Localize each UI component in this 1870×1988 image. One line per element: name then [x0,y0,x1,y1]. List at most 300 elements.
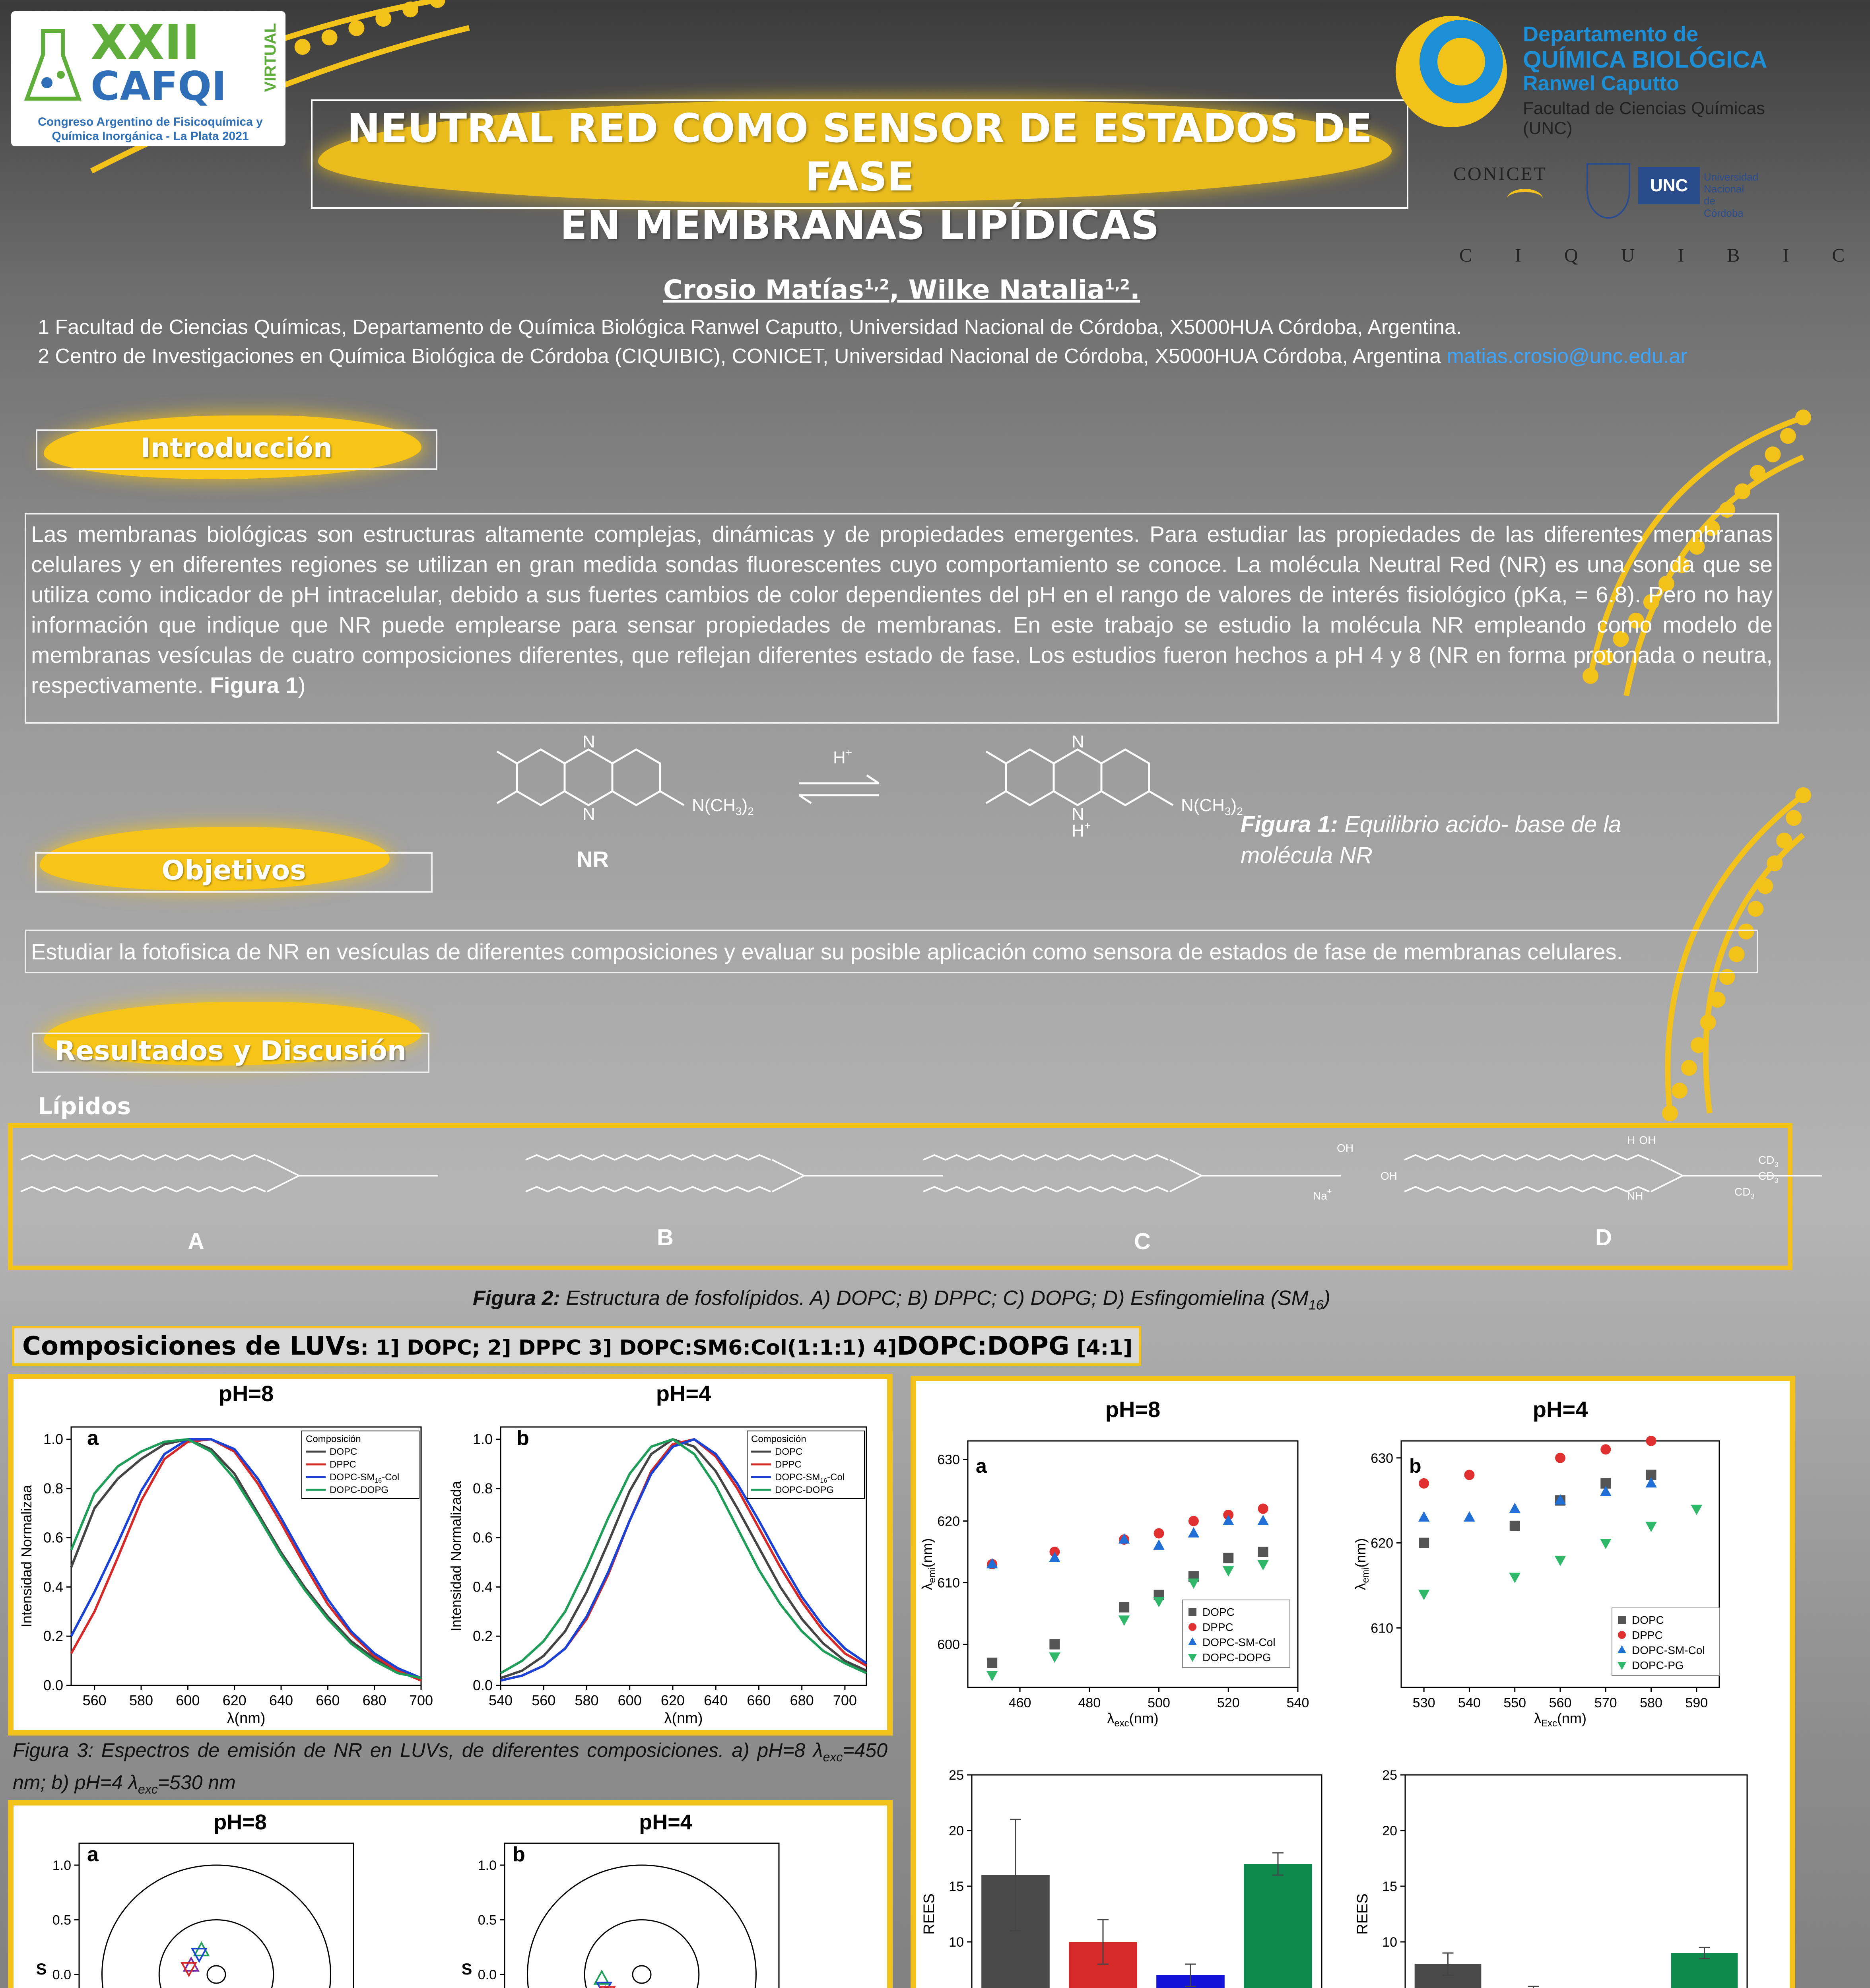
data-point [1418,1511,1430,1522]
data-point [1464,1470,1474,1480]
membrane-bead [1786,810,1802,826]
legend-item: DOPC [1632,1614,1664,1626]
fig5b-chart [1350,1381,1790,1763]
fig1-nch3-rr: ) [1231,796,1237,815]
x-tick-label: 620 [222,1692,247,1708]
fig2-na-sup: + [1327,1187,1332,1196]
data-point [1618,1616,1626,1624]
y-tick-label: 630 [1371,1450,1393,1466]
composiciones-list: : 1] DOPC; 2] DPPC 3] DOPC:SM6:Col(1:1:1) 4] [360,1336,897,1360]
data-point [1646,1436,1656,1446]
fig2-na: Na [1313,1190,1327,1202]
fig1-nch3-r: N(CH [1181,796,1225,815]
fig3b-chart [443,1379,887,1730]
y-tick-label: 0.4 [43,1578,63,1595]
lipid-headgroup [267,1160,438,1192]
fig2-cd3-2: CD [1758,1170,1775,1182]
x-tick-label: 680 [362,1692,386,1708]
fig5a-chart [916,1381,1350,1763]
conicet-sun-icon [1507,189,1543,209]
panel-label: b [1409,1455,1421,1477]
data-point [1188,1608,1196,1616]
data-point [1555,1453,1565,1463]
x-tick-label: 530 [1412,1695,1435,1710]
membrane-bead [348,20,364,36]
data-point [1464,1511,1475,1522]
legend-item: DPPC [775,1459,802,1470]
y-tick-label: 0.0 [52,1967,71,1982]
lipid-headgroup [772,1160,943,1192]
y-tick-label: 620 [1371,1536,1393,1551]
data-point [1188,1516,1199,1526]
unc-name: UNC [1638,167,1700,204]
x-tick-label: 620 [660,1692,685,1708]
y-tick-label: 25 [949,1768,964,1783]
y-tick-label: 0.6 [472,1529,493,1546]
legend-item: DPPC [330,1459,356,1470]
svg-text:N(CH3)2 [692,796,754,817]
panel-label: a [87,1427,99,1450]
author-1: Crosio Matías [663,274,864,305]
y-tick-label: 0.4 [472,1578,493,1595]
intro-title: Introducción [140,433,333,464]
data-point [1509,1503,1520,1513]
figure-2-caption [0,1286,1803,1313]
x-tick-label: 540 [1286,1695,1309,1710]
dept-line-3: Ranwel Caputto [1523,72,1679,95]
lipid-chain [526,1155,771,1160]
y-tick-label: 0.2 [43,1628,63,1644]
phasor-circle [633,1966,651,1983]
data-point [1153,1540,1165,1550]
y-axis-label: REES [921,1893,938,1935]
lipid-chain [923,1187,1168,1192]
data-point [1419,1478,1429,1489]
flask-icon [23,27,83,107]
data-point [1188,1527,1200,1538]
membrane-bead [1672,1083,1687,1099]
fig2-cd3-1-sub: 3 [1774,1161,1779,1169]
fig4a-chart [14,1806,439,1988]
data-point [1691,1505,1703,1515]
x-tick-label: 540 [488,1692,513,1708]
author-email-link[interactable]: matias.crosio@unc.edu.ar [1447,345,1687,368]
x-tick-label: 590 [1685,1695,1708,1710]
fig2-cd3-1: CD [1758,1154,1775,1166]
fig1-n-bottom-right: N [1072,804,1084,824]
legend-item: DOPC [330,1446,357,1457]
x-tick-label: 580 [129,1692,153,1708]
lipid-headgroup [1170,1160,1341,1192]
fig3-caption-val2: =530 nm [157,1771,236,1794]
fig3-caption-sub2: exc [138,1782,158,1796]
y-tick-label: 15 [949,1879,964,1894]
legend-item: DOPC [1202,1606,1235,1618]
x-tick-label: 550 [1503,1695,1526,1710]
chart-title: pH=4 [656,1381,711,1406]
y-tick-label: 15 [1382,1879,1397,1894]
cafqi-line2: Química Inorgánica - La Plata 2021 [52,130,249,143]
title-line-1: NEUTRAL RED COMO SENSOR DE ESTADOS DE FASE [347,105,1373,200]
legend-item: DOPC-DOPG [1202,1651,1271,1664]
y-tick-label: 0.0 [478,1967,497,1982]
svg-text:H+ [1072,819,1091,841]
svg-text:CD3 [1734,1186,1754,1200]
phasor-circle [584,1920,699,1988]
y-tick-label: 0.2 [472,1628,493,1644]
fig5d-chart [1350,1763,1790,1988]
data-point [1555,1556,1566,1566]
author-end: . [1130,274,1140,305]
conicet-logo: CONICET [1453,163,1547,184]
y-axis-label: $\lambda_{emi}(nm)$ [1352,1538,1371,1590]
data-point [1119,1615,1130,1626]
y-tick-label: 25 [1382,1768,1397,1783]
y-tick-label: 0.5 [52,1912,71,1928]
chart-title: pH=4 [1532,1397,1588,1422]
data-point [1223,1553,1233,1563]
fig1-nch3-l: N(CH [692,796,736,815]
data-point [1223,1566,1234,1576]
fig3-caption-sub1: exc [823,1750,843,1764]
data-point [182,1963,196,1976]
fig1-caption-bold: Figura 1: [1241,812,1338,837]
y-axis-label: $\lambda_{emi}(nm)$ [919,1538,938,1590]
x-axis-label: $\lambda_{exc}(nm)$ [1107,1710,1159,1729]
fig2-oh-c2: OH [1381,1170,1397,1182]
fig2-caption-bold: Figura 2: [473,1287,560,1310]
dept-line-2: QUÍMICA BIOLÓGICA [1523,46,1767,73]
y-tick-label: 600 [937,1637,960,1652]
figure-2-lipids [13,1128,1788,1266]
lipid-chain [1404,1155,1649,1160]
title-line-2: EN MEMBRANAS LIPÍDICAS [560,202,1159,248]
cafqi-roman: XXII [91,15,200,70]
error-bar [1528,1986,1539,1988]
membrane-bead [1734,483,1750,499]
data-point [1618,1631,1626,1639]
data-point [1258,1504,1268,1514]
fig2-cd3-3-sub: 3 [1750,1192,1755,1200]
legend-item: DOPC [775,1446,803,1457]
data-point [1600,1444,1611,1454]
data-point [1509,1573,1520,1583]
lipid-chain [21,1155,266,1160]
chart-title: pH=8 [1105,1397,1161,1422]
fig1-h-right: H [1072,821,1084,841]
y-tick-label: 610 [1371,1621,1393,1636]
fig2-cd3-2-sub: 3 [1774,1176,1779,1184]
author-2: , Wilke Natalia [889,274,1105,305]
data-point [184,1958,198,1971]
membrane-bead [375,11,391,27]
authors [0,274,1803,305]
phasor-circle [102,1865,331,1988]
data-point [1049,1639,1060,1650]
unc-sub2: Nacional [1704,183,1744,195]
y-tick-label: 0.0 [472,1677,493,1693]
fig1-proton-sup: + [845,746,852,759]
intro-text [31,519,1773,701]
chart-title: pH=8 [214,1810,267,1834]
x-tick-label: 560 [82,1692,107,1708]
membrane-bead [1765,447,1781,462]
x-tick-label: 640 [269,1692,293,1708]
y-tick-label: 0.0 [43,1677,63,1693]
membrane-bead [429,0,445,8]
y-tick-label: 10 [949,1935,964,1950]
intro-paragraph: Las membranas biológicas son estructuras altamente complejas, dinámicas y de propiedades emergentes. Para estudiar las propiedades de las diferentes membranas celulares y en diferentes regiones se utilizan en gran medida sondas fluorescentes cuyo comportamiento se conoce. La molécula Neutral Red (NR) es una sonda que se utiliza como indicador de pH intracelular, debido a sus fuertes cambios de color dependientes del pH en el rango de valores de interés fisiológico (pKa, = 6.8). Pero no hay información que indique que NR puede emplearse para sensar propiedades de membranas. En este trabajo se estudio la molécula NR empleando como modelo de membranas vesículas de cuatro composiciones diferentes, que reflejan diferentes estado de fase. Los estudios fueron hechos a pH 4 y 8 (NR en forma protonada o neutra, respectivamente. [31,522,1773,698]
resultados-title: Resultados y Discusión [54,1035,407,1067]
fig2-h-d: H [1627,1134,1635,1146]
fig1-n-bottom-left: N [583,804,595,824]
unc-sub1: Universidad [1704,171,1759,183]
data-point [986,1671,998,1681]
phasor-circle [207,1966,225,1983]
y-tick-label: 630 [937,1452,960,1468]
phasor-circle [159,1920,274,1988]
membrane-bead [1662,1105,1678,1121]
membrane-bead [1795,787,1811,803]
fig1-sub2-l: 2 [748,805,754,817]
svg-text:CD3 [1758,1170,1778,1184]
data-point [1153,1597,1165,1607]
membrane-bead [402,2,418,17]
composiciones-bar [12,1326,1141,1366]
y-tick-label: 620 [937,1514,960,1529]
lipid-label-C: C [1134,1229,1151,1254]
y-axis-label: Intensidad Normalizada [448,1481,464,1632]
lipid-chain [1404,1187,1649,1192]
figure-1-nr-equilibrium [457,732,1243,883]
cafqi-logo [11,11,285,146]
x-tick-label: 560 [1549,1695,1572,1710]
fig4b-chart [439,1806,887,1988]
intro-close: ) [298,673,306,698]
composiciones-last: DOPC:DOPG [897,1332,1070,1361]
membrane-bead [1710,992,1726,1008]
bar [1244,1864,1312,1988]
data-point [1600,1539,1612,1549]
data-point [1645,1522,1657,1532]
poster-title [311,104,1408,250]
legend-item: DOPC-SM-Col [1202,1636,1276,1648]
y-axis-label: S [36,1961,47,1978]
fig1-caption-text: Equilibrio acido- base de la molécula NR [1241,812,1621,868]
svg-text:N(CH3)2 [1181,796,1243,817]
data-point [1419,1538,1429,1548]
x-tick-label: 480 [1078,1695,1101,1710]
fig2-oh-c1: OH [1337,1142,1353,1154]
data-point [1418,1590,1430,1600]
y-tick-label: 1.0 [478,1858,497,1873]
lipid-label-B: B [657,1225,674,1250]
data-point [1119,1602,1129,1613]
fig5c-chart [916,1763,1350,1988]
fig3a-chart [14,1379,443,1730]
data-point [1188,1623,1196,1631]
figure-3-caption [13,1738,887,1802]
fig3-caption-text: Figura 3: Espectros de emisión de NR en LUVs, de diferentes composiciones. a) pH=8 [13,1739,813,1761]
x-tick-label: 640 [704,1692,728,1708]
dept-logo [1392,12,1789,138]
y-tick-label: 0.8 [43,1480,63,1497]
affiliation-2 [38,344,1687,368]
dept-line-1: Departamento de [1523,22,1699,46]
y-axis-label: Intensidad Normalizaa [18,1485,35,1628]
membrane-bead [1691,1037,1707,1053]
y-tick-label: 0.6 [43,1529,63,1546]
dept-line-4: Facultad de Ciencias Químicas (UNC) [1523,99,1765,138]
lipid-label-D: D [1595,1225,1612,1250]
y-tick-label: 1.0 [43,1431,63,1447]
cafqi-name: CAFQI [91,63,227,109]
fig1-nr-label: NR [577,846,609,872]
y-axis-label: S [461,1961,472,1978]
x-tick-label: 660 [747,1692,771,1708]
data-point [1258,1547,1268,1557]
phasor-circle [528,1865,756,1988]
membrane-bead [1681,1060,1697,1076]
y-tick-label: 1.0 [472,1431,493,1447]
x-tick-label: 680 [790,1692,814,1708]
membrane-bead [1700,1014,1716,1030]
panel-label: b [517,1427,529,1450]
panel-label: a [87,1843,99,1866]
legend-item: DOPC-$SM_{16}$-Col [330,1472,400,1484]
data-point [1510,1521,1520,1531]
fig2-caption-end: ) [1323,1287,1330,1310]
fig2-nh-d: NH [1627,1190,1643,1202]
x-tick-label: 660 [316,1692,340,1708]
data-point [1154,1528,1164,1539]
affiliation-2-text: 2 Centro de Investigaciones en Química Biológica de Córdoba (CIQUIBIC), CONICET, Universidad Nacional de Córdoba, X5000HUA Córdoba, Argentina [38,345,1447,368]
composiciones-title: Composiciones de LUVs [22,1332,361,1361]
membrane-bead [1757,878,1773,894]
x-tick-label: 460 [1008,1695,1031,1710]
affiliation-1: 1 Facultad de Ciencias Químicas, Departamento de Química Biológica Ranwel Caputto, Universidad Nacional de Córdoba, X5000HUA Córdoba, Argentina. [38,316,1462,339]
cafqi-virtual: VIRTUAL [262,23,279,92]
fig1-n-top-right: N [1072,732,1084,751]
unc-logo [1586,163,1759,231]
legend-item: DOPC-PG [1632,1659,1684,1672]
x-tick-label: 700 [833,1692,857,1708]
chart-title: pH=8 [218,1381,274,1406]
membrane-bead [295,39,311,55]
y-tick-label: 20 [1382,1823,1397,1839]
objetivos-title: Objetivos [161,855,306,886]
y-tick-label: 610 [937,1575,960,1591]
membrane-bead [1795,410,1811,425]
membrane-bead [1780,428,1796,444]
legend-item: DOPC-SM-Col [1632,1644,1705,1656]
membrane-bead [322,29,338,45]
fig2-oh-d: OH [1639,1134,1656,1146]
dept-circle-icon [1392,12,1523,131]
fig3-caption-lam2: λ [128,1771,138,1794]
x-axis-label: λ(nm) [227,1710,266,1727]
composiciones-end: [4:1] [1069,1336,1133,1360]
x-tick-label: 560 [532,1692,556,1708]
membrane-bead [1748,901,1763,917]
fig1-h-right-sup: + [1084,819,1091,832]
author-1-aff: 1,2 [864,277,889,293]
x-tick-label: 570 [1594,1695,1617,1710]
legend-item: DOPC-DOPG [775,1485,834,1495]
fig1-sub3-r: 3 [1224,805,1231,817]
fig1-nch3-lr: ) [742,796,748,815]
cafqi-line1: Congreso Argentino de Fisicoquímica y [38,115,263,128]
unc-shield-icon [1586,163,1630,219]
membrane-bead [1776,833,1792,848]
fig1-proton: H [833,748,846,767]
legend-title: Composición [751,1434,806,1444]
x-tick-label: 600 [176,1692,200,1708]
fig2-caption-text: Estructura de fosfolípidos. A) DOPC; B) DPPC; C) DOPG; D) Esfingomielina (SM [560,1287,1309,1310]
lipid-chain [923,1155,1168,1160]
figure-1-caption [1241,809,1698,871]
fig3-caption-lam1: λ [813,1739,823,1761]
lipidos-label: Lípidos [38,1093,131,1120]
legend-item: DOPC-DOPG [330,1485,389,1495]
y-tick-label: 20 [949,1823,964,1839]
fig1-sub3-l: 3 [735,805,742,817]
author-2-aff: 1,2 [1105,277,1130,293]
y-tick-label: 0.8 [472,1480,493,1497]
lipid-chain [526,1187,771,1192]
intro-figure-ref: Figura 1 [210,673,298,698]
lipid-chain [21,1187,266,1192]
x-tick-label: 580 [575,1692,599,1708]
legend-item: DPPC [1632,1629,1663,1641]
data-point [1188,1578,1200,1589]
svg-text:Na+ [1313,1187,1332,1202]
data-point [1257,1515,1269,1525]
ciquibic-logo: C I Q U I B I C [1459,245,1856,266]
data-point [1049,1652,1060,1663]
fig1-n-top-left: N [583,732,595,751]
membrane-bead [1750,465,1765,481]
x-axis-label: λ(nm) [664,1710,703,1727]
legend-item: DPPC [1202,1621,1233,1633]
panel-label: a [976,1455,987,1477]
y-tick-label: 0.5 [478,1912,497,1928]
y-axis-label: REES [1354,1893,1371,1935]
legend-item: DOPC-$SM_{16}$-Col [775,1472,845,1484]
x-tick-label: 520 [1217,1695,1240,1710]
x-tick-label: 500 [1148,1695,1170,1710]
fig2-cd3-3: CD [1734,1186,1751,1198]
x-tick-label: 600 [618,1692,642,1708]
lipid-label-A: A [188,1229,204,1254]
x-tick-label: 700 [409,1692,433,1708]
data-point [987,1658,997,1668]
svg-text:H+ [833,746,852,767]
chart-title: pH=4 [639,1810,692,1834]
data-point [1257,1560,1269,1571]
x-axis-label: $\lambda_{Exc}(nm)$ [1534,1710,1587,1729]
fig1-sub2-r: 2 [1237,805,1243,817]
legend-title: Composición [306,1434,361,1444]
membrane-bead [1767,855,1783,871]
fig2-caption-sub: 16 [1308,1297,1324,1313]
x-tick-label: 580 [1640,1695,1662,1710]
svg-text:HOH [1627,1134,1656,1146]
y-tick-label: 1.0 [52,1858,71,1873]
svg-text:CD3 [1758,1154,1778,1169]
y-tick-label: 10 [1382,1935,1397,1950]
objetivos-text: Estudiar la fotofisica de NR en vesículas de diferentes composiciones y evaluar su posible aplicación como sensora de estados de fase de membranas celulares. [31,939,1623,964]
